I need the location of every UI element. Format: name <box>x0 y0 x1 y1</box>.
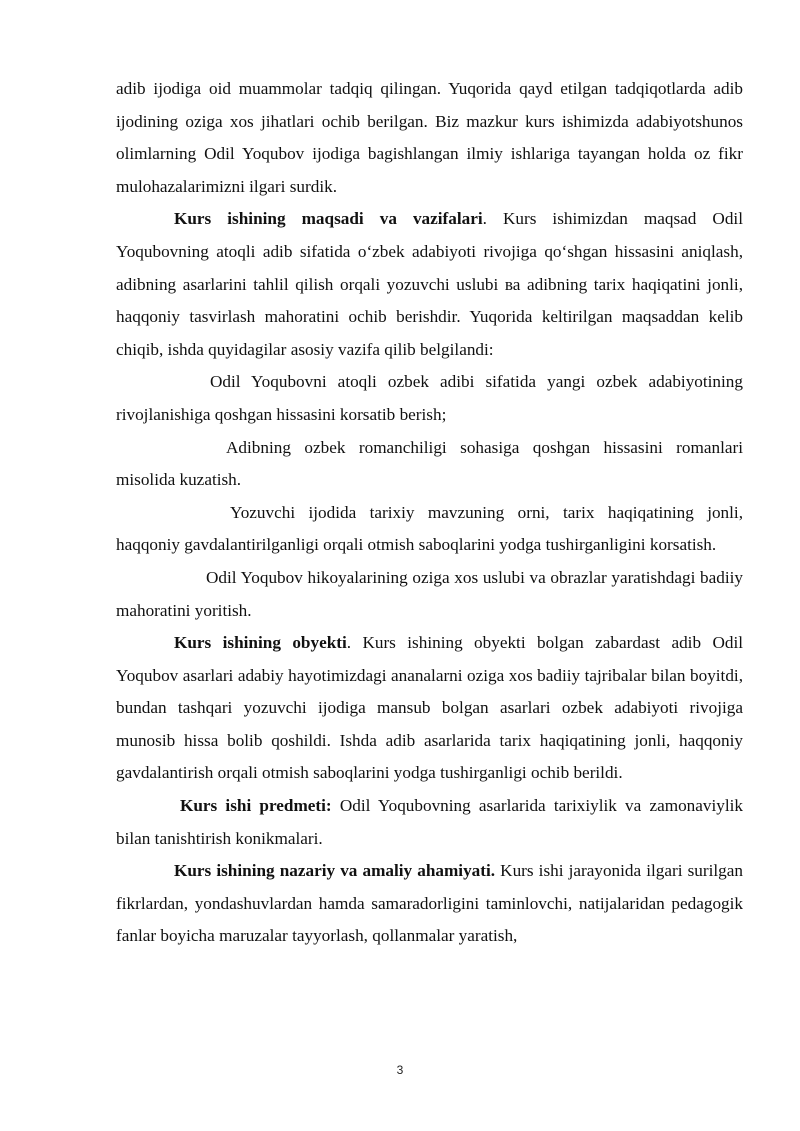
intro-paragraph-text: adib ijodiga oid muammolar tadqiq qilingan. Yuqorida qayd etilgan tadqiqotlarda adib ijodining oziga xos jihatlari ochib berilgan. Biz mazkur kurs ishimizda adabiyotshunos olimlarning Odil Yoqubov ijodiga bagishlangan ilmiy ishlariga tayangan holda oz fikr mulohazalarimizni ilgari surdik. <box>116 79 743 196</box>
significance-paragraph <box>116 855 743 953</box>
page-number: 3 <box>396 1063 404 1077</box>
object-heading: Kurs ishining obyekti <box>174 633 347 653</box>
object-text: . Kurs ishining obyekti bolgan zabardast adib Odil Yoqubov asarlari adabiy hayotimizdagi ananalarni oziga xos badiiy tajribalar bilan boyitdi, bundan tashqari yozuvchi ijodiga mansub bolgan asarlari ozbek adabiyoti rivojiga munosib hissa bolib qoshildi. Ishda adib asarlarida tarix haqiqatining jonli, haqqoniy gavdalantirish orqali otmish saboqlarini yodga tushirganligi ochib berildi. <box>116 633 743 783</box>
significance-text: Kurs ishi jarayonida ilgari surilgan fikrlardan, yondashuvlardan hamda samaradorligini taminlovchi, natijalaridan pedagogik fanlar boyicha maruzalar tayyorlash, qollanmalar yaratish, <box>116 861 743 946</box>
object-paragraph <box>116 627 743 790</box>
task-item-3-text: Yozuvchi ijodida tarixiy mavzuning orni, tarix haqiqatining jonli, haqqoniy gavdalantirilganligi orqali otmish saboqlarini yodga tushirganligini korsatish. <box>116 502 743 555</box>
task-item-1 <box>116 366 743 431</box>
aims-paragraph <box>116 203 743 366</box>
subject-heading: Kurs ishi predmeti: <box>180 796 332 816</box>
task-item-4 <box>116 562 743 627</box>
intro-paragraph <box>116 73 743 203</box>
aims-text: . Kurs ishimizdan maqsad Odil Yoqubovning atoqli adib sifatida o‘zbek adabiyoti rivojiga qo‘shgan hissasini aniqlash, adibning asarlarini tahlil qilish orqali yozuvchi uslubi ва adibning tarix haqiqatini jonli, haqqoniy tasvirlash mahoratini ochib berishdir. Yuqorida keltirilgan maqsaddan kelib chiqib, ishda quyidagilar asosiy vazifa qilib belgilandi: <box>116 209 743 359</box>
task-item-1-text: Odil Yoqubovni atoqli ozbek adibi sifatida yangi ozbek adabiyotining rivojlanishiga qoshgan hissasini korsatib berish; <box>116 372 743 424</box>
task-item-3 <box>116 497 743 562</box>
significance-heading: Kurs ishining nazariy va amaliy ahamiyati. <box>174 861 496 881</box>
aims-heading: Kurs ishining maqsadi va vazifalari <box>174 209 483 229</box>
subject-text: Odil Yoqubovning asarlarida tarixiylik va zamonaviylik bilan tanishtirish konikmalari. <box>116 796 743 848</box>
task-item-2 <box>116 432 743 497</box>
subject-paragraph <box>116 790 743 855</box>
page-body <box>116 73 743 953</box>
task-item-4-text: Odil Yoqubov hikoyalarining oziga xos uslubi va obrazlar yaratishdagi badiiy mahoratini yoritish. <box>116 567 743 620</box>
task-item-2-text: Adibning ozbek romanchiligi sohasiga qoshgan hissasini romanlari misolida kuzatish. <box>116 437 743 490</box>
